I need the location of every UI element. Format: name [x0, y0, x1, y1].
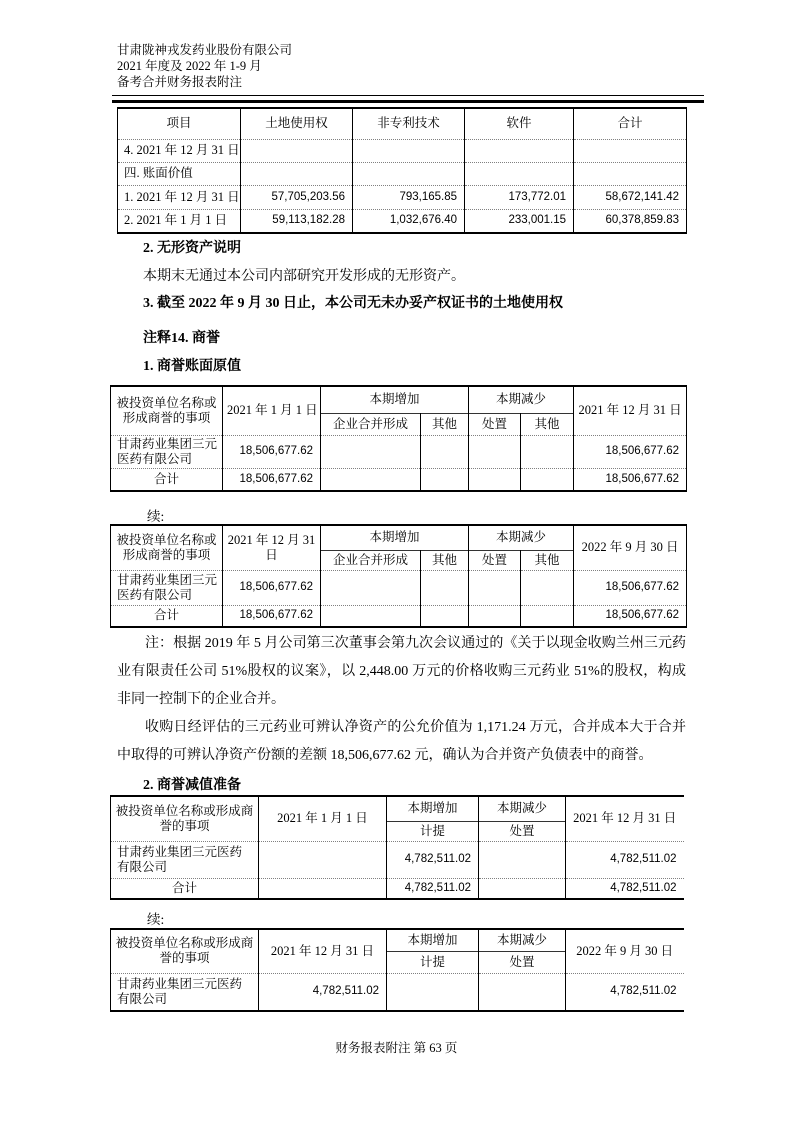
total-label: 合计: [111, 605, 223, 627]
col-header-end-date: 2022 年 9 月 30 日: [574, 525, 687, 570]
empty-cell: [479, 973, 566, 1011]
total-value: 18,506,677.62: [223, 605, 321, 627]
empty-cell: [321, 605, 421, 627]
value-cell: 4,782,511.02: [387, 841, 479, 878]
value-cell: 18,506,677.62: [574, 570, 687, 605]
value-cell: 793,165.85: [353, 185, 465, 209]
col-header-end-date: 2022 年 9 月 30 日: [566, 929, 684, 973]
col-header-land-use-right: 土地使用权: [241, 108, 353, 139]
col-header-disposal: 处置: [479, 821, 566, 841]
value-cell: 18,506,677.62: [574, 435, 687, 468]
empty-cell: [321, 435, 421, 468]
col-header-other-increase: 其他: [421, 413, 469, 435]
note-paragraph-1: 注：根据 2019 年 5 月公司第三次董事会第九次会议通过的《关于以现金收购兰州三元药业有限责任公司 51%股权的议案》，以 2,448.00 万元的价格收购三元药业 51%的股权，构成非同一控制下的企业合并。: [117, 636, 686, 707]
col-header-increase: 本期增加: [321, 386, 469, 413]
document-header: [117, 42, 292, 90]
empty-cell: [421, 605, 469, 627]
goodwill-cost-table-2022: [110, 524, 687, 628]
value-cell: 60,378,859.83: [574, 209, 687, 233]
col-header-other-increase: 其他: [421, 550, 469, 570]
section-title-land-cert: 3. 截至 2022 年 9 月 30 日止，本公司无未办妥产权证书的土地使用权: [143, 296, 563, 311]
col-header-entity: 被投资单位名称或形成商誉的事项: [111, 796, 259, 841]
empty-cell: [469, 435, 521, 468]
note-paragraph-2: 收购日经评估的三元药业可辨认净资产的公允价值为 1,171.24 万元，合并成本大于合并中取得的可辨认净资产份额的差额 18,506,677.62 元，确认为合并资产负债表中的商誉。: [117, 720, 686, 763]
col-header-accrual: 计提: [387, 821, 479, 841]
empty-cell: [465, 162, 574, 185]
section-title-goodwill-cost: 1. 商誉账面原值: [143, 359, 241, 374]
intangible-note-body: 本期末无通过本公司内部研究开发形成的无形资产。: [143, 269, 465, 284]
entity-name: 甘肃药业集团三元医药有限公司: [111, 973, 259, 1011]
empty-cell: [387, 973, 479, 1011]
col-header-begin-date: 2021 年 1 月 1 日: [259, 796, 387, 841]
empty-cell: [259, 841, 387, 878]
value-cell: 18,506,677.62: [223, 570, 321, 605]
row-label: 2. 2021 年 1 月 1 日: [118, 209, 241, 233]
header-rule: [112, 95, 704, 103]
col-header-merger: 企业合并形成: [321, 550, 421, 570]
row-label: 1. 2021 年 12 月 31 日: [118, 185, 241, 209]
value-cell: 59,113,182.28: [241, 209, 353, 233]
col-header-disposal: 处置: [469, 413, 521, 435]
empty-cell: [353, 139, 465, 162]
total-value: 4,782,511.02: [566, 878, 684, 899]
empty-cell: [574, 139, 687, 162]
section-title-intangible-note: 2. 无形资产说明: [143, 241, 241, 256]
col-header-end-date: 2021 年 12 月 31 日: [566, 796, 684, 841]
value-cell: 4,782,511.02: [566, 841, 684, 878]
company-name: 甘肃陇神戎发药业股份有限公司: [117, 43, 293, 57]
goodwill-note: [117, 630, 686, 770]
empty-cell: [421, 570, 469, 605]
intangibles-table: [117, 107, 687, 234]
col-header-increase: 本期增加: [321, 525, 469, 550]
entity-name: 甘肃药业集团三元医药有限公司: [111, 435, 223, 468]
col-header-decrease: 本期减少: [479, 796, 566, 821]
row-label: 4. 2021 年 12 月 31 日: [118, 139, 241, 162]
empty-cell: [469, 468, 521, 491]
value-cell: 4,782,511.02: [259, 973, 387, 1011]
continue-label: 续:: [147, 912, 165, 927]
total-label: 合计: [111, 468, 223, 491]
header-rule-thin: [112, 95, 704, 96]
report-period: 2021 年度及 2022 年 1-9 月: [117, 59, 262, 73]
col-header-entity: 被投资单位名称或形成商誉的事项: [111, 929, 259, 973]
col-header-begin-date: 2021 年 1 月 1 日: [223, 386, 321, 435]
col-header-total: 合计: [574, 108, 687, 139]
empty-cell: [469, 570, 521, 605]
empty-cell: [421, 468, 469, 491]
col-header-merger: 企业合并形成: [321, 413, 421, 435]
empty-cell: [241, 139, 353, 162]
empty-cell: [521, 605, 574, 627]
impairment-table-2022: [110, 928, 684, 1012]
empty-cell: [521, 570, 574, 605]
total-value: 18,506,677.62: [574, 605, 687, 627]
empty-cell: [259, 878, 387, 899]
col-header-other-decrease: 其他: [521, 413, 574, 435]
header-rule-thick: [112, 100, 704, 103]
empty-cell: [321, 468, 421, 491]
value-cell: 18,506,677.62: [223, 435, 321, 468]
col-header-begin-date: 2021 年 12 月 31 日: [223, 525, 321, 570]
goodwill-cost-table-2021: [110, 385, 687, 492]
col-header-begin-date: 2021 年 12 月 31 日: [259, 929, 387, 973]
report-title: 备考合并财务报表附注: [117, 75, 243, 89]
value-cell: 57,705,203.56: [241, 185, 353, 209]
empty-cell: [465, 139, 574, 162]
value-cell: 1,032,676.40: [353, 209, 465, 233]
continue-label: 续:: [147, 509, 165, 524]
total-value: 18,506,677.62: [574, 468, 687, 491]
entity-name: 甘肃药业集团三元医药有限公司: [111, 570, 223, 605]
col-header-disposal: 处置: [479, 951, 566, 973]
col-header-decrease: 本期减少: [469, 525, 574, 550]
empty-cell: [521, 435, 574, 468]
value-cell: 4,782,511.02: [566, 973, 684, 1011]
value-cell: 233,001.15: [465, 209, 574, 233]
value-cell: 58,672,141.42: [574, 185, 687, 209]
section-title-note14: 注释14. 商誉: [143, 331, 220, 346]
empty-cell: [241, 162, 353, 185]
col-header-decrease: 本期减少: [479, 929, 566, 951]
empty-cell: [321, 570, 421, 605]
empty-cell: [469, 605, 521, 627]
col-header-software: 软件: [465, 108, 574, 139]
impairment-table-2021: [110, 795, 684, 900]
col-header-decrease: 本期减少: [469, 386, 574, 413]
section-title-impairment: 2. 商誉减值准备: [143, 778, 241, 793]
col-header-increase: 本期增加: [387, 929, 479, 951]
row-label: 四. 账面价值: [118, 162, 241, 185]
col-header-other-decrease: 其他: [521, 550, 574, 570]
col-header-end-date: 2021 年 12 月 31 日: [574, 386, 687, 435]
empty-cell: [521, 468, 574, 491]
total-label: 合计: [111, 878, 259, 899]
empty-cell: [479, 841, 566, 878]
col-header-disposal: 处置: [469, 550, 521, 570]
col-header-entity: 被投资单位名称或形成商誉的事项: [111, 386, 223, 435]
col-header-entity: 被投资单位名称或形成商誉的事项: [111, 525, 223, 570]
total-value: 4,782,511.02: [387, 878, 479, 899]
empty-cell: [479, 878, 566, 899]
value-cell: 173,772.01: [465, 185, 574, 209]
col-header-accrual: 计提: [387, 951, 479, 973]
empty-cell: [421, 435, 469, 468]
col-header-item: 项目: [118, 108, 241, 139]
entity-name: 甘肃药业集团三元医药有限公司: [111, 841, 259, 878]
empty-cell: [574, 162, 687, 185]
total-value: 18,506,677.62: [223, 468, 321, 491]
page-footer: 财务报表附注 第 63 页: [335, 1041, 458, 1055]
empty-cell: [353, 162, 465, 185]
col-header-increase: 本期增加: [387, 796, 479, 821]
col-header-nonpatent-tech: 非专利技术: [353, 108, 465, 139]
